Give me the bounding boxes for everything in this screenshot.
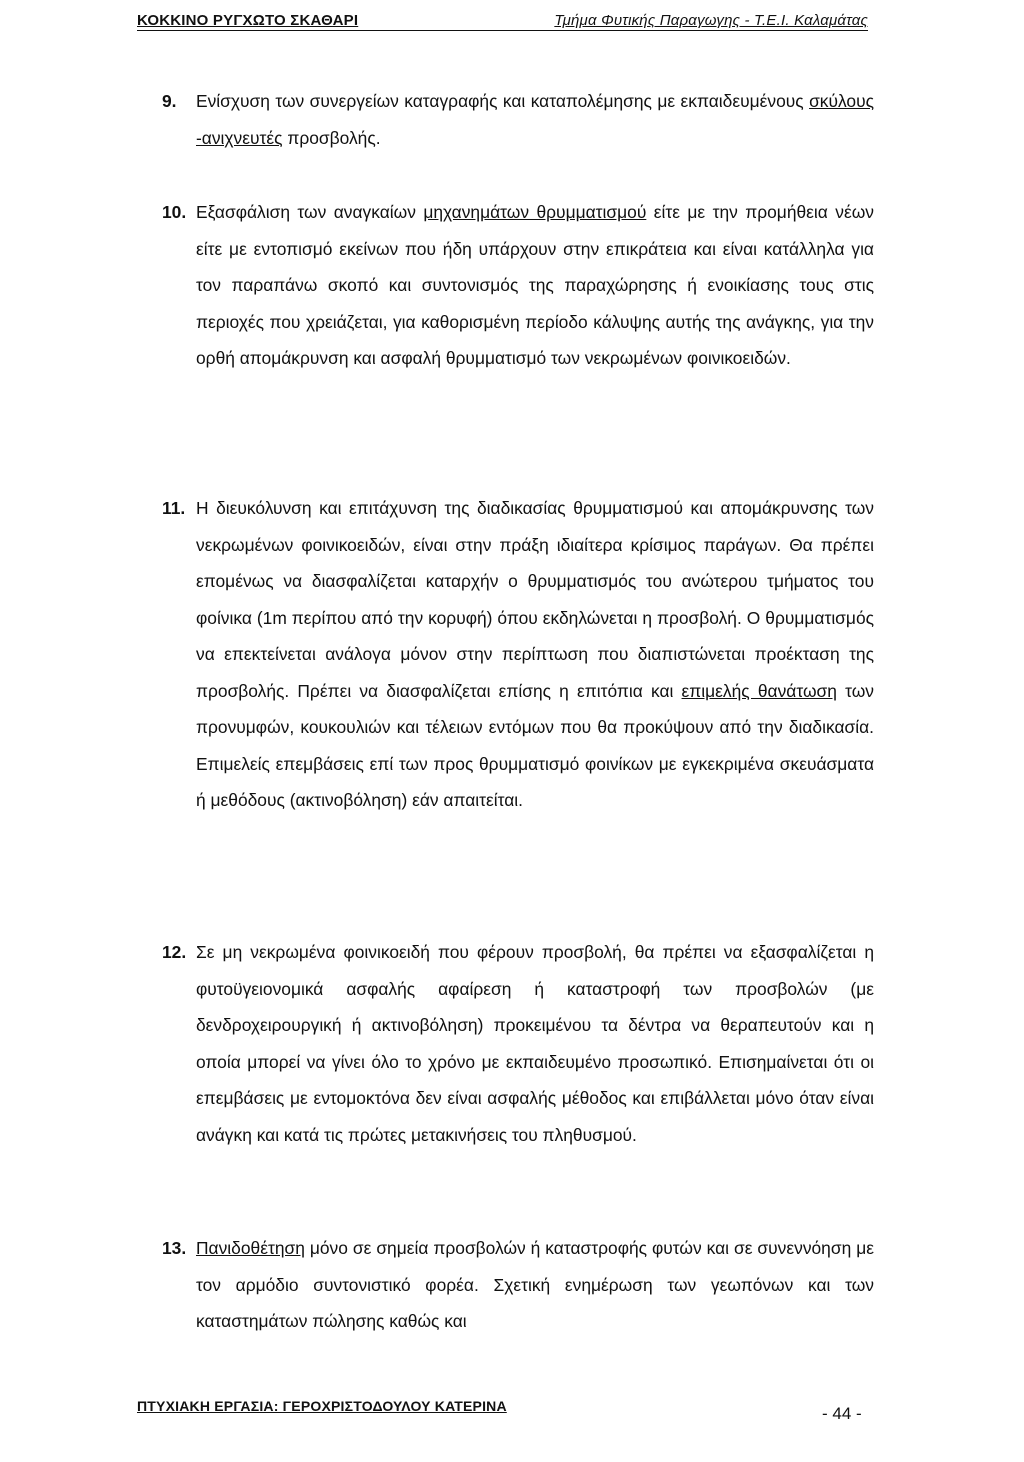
item-number: 12. [162, 942, 187, 962]
footer-thesis-author: ΠΤΥΧΙΑΚΗ ΕΡΓΑΣΙΑ: ΓΕΡΟΧΡΙΣΤΟΔΟΥΛΟΥ ΚΑΤΕΡΙΝΑ [137, 1398, 507, 1414]
item-number: 10. [162, 202, 187, 222]
list-item-11 [162, 490, 874, 819]
list-item-9 [162, 83, 874, 156]
underlined-term: Πανιδοθέτηση [196, 1238, 305, 1258]
header-department: Τμήμα Φυτικής Παραγωγης - Τ.Ε.Ι. Καλαμάτας [554, 12, 868, 29]
item-text: Πανιδοθέτηση μόνο σε σημεία προσβολών ή καταστροφής φυτών και σε συνεννόηση με τον αρμόδιο συντονιστικό φορέα. Σχετική ενημέρωση των γεωπόνων και των καταστημάτων πώλησης καθώς και [196, 1238, 874, 1331]
underlined-term: επιμελής θανάτωση [681, 680, 837, 701]
item-text: Σε μη νεκρωμένα φοινικοειδή που φέρουν προσβολή, θα πρέπει να εξασφαλίζεται η φυτοϋγειονομικά ασφαλής αφαίρεση ή καταστροφή των προσβολών (με δενδροχειρουργική ή ακτινοβόληση) προκειμένου τα δέντρα να θεραπευτούν και η οποία μπορεί να γίνει όλο το χρόνο με εκπαιδευμένο προσωπικό. Επισημαίνεται ότι οι επεμβάσεις με εντομοκτόνα δεν είναι ασφαλής μέθοδος και επιβάλλεται μόνο όταν είναι ανάγκη και κατά τις πρώτες μετακινήσεις του πληθυσμού. [196, 942, 874, 1145]
item-number: 13. [162, 1238, 187, 1258]
page-number: - 44 - [822, 1404, 862, 1423]
list-item-10 [162, 194, 874, 377]
list-item-13 [162, 1230, 874, 1340]
item-number: 11. [162, 498, 186, 518]
page-header [137, 8, 868, 31]
item-number: 9. [162, 91, 177, 111]
item-text: Η διευκόλυνση και επιτάχυνση της διαδικασίας θρυμματισμού και απομάκρυνσης των νεκρωμένων φοινικοειδών, είναι στην πράξη ιδιαίτερα κρίσιμος παράγων. Θα πρέπει επομένως να διασφαλίζεται καταρχήν ο θρυμματισμός του ανώτερου τμήματος του φοίνικα (1m περίπου από την κορυφή) όπου εκδηλώνεται η προσβολή. Ο θρυμματισμός να επεκτείνεται ανάλογα μόνον στην περίπτωση που διαπιστώνεται προέκταση της προσβολής. Πρέπει να διασφαλίζεται επίσης η επιτόπια και επιμελής θανάτωση των προνυμφών, κουκουλιών και τέλειων εντόμων που θα προκύψουν από την διαδικασία. Επιμελείς επεμβάσεις επί των προς θρυμματισμό φοινίκων με εγκεκριμένα σκευάσματα ή μεθόδους (ακτινοβόληση) εάν απαιτείται. [196, 498, 874, 810]
item-text: Εξασφάλιση των αναγκαίων μηχανημάτων θρυμματισμού είτε με την προμήθεια νέων είτε με εντοπισμό εκείνων που ήδη υπάρχουν στην επικράτεια και είναι κατάλληλα για τον παραπάνω σκοπό και συντονισμός της παραχώρησης ή ενοικίασης τους στις περιοχές που χρειάζεται, για καθορισμένη περίοδο κάλυψης αυτής της ανάγκης, για την ορθή απομάκρυνση και ασφαλή θρυμματισμό των νεκρωμένων φοινικοειδών. [196, 202, 874, 368]
underlined-term: σκύλους -ανιχνευτές [196, 91, 874, 148]
header-document-title: ΚΟΚΚΙΝΟ ΡΥΓΧΩΤΟ ΣΚΑΘΑΡΙ [137, 12, 359, 29]
underlined-term: μηχανημάτων θρυμματισμού [423, 202, 647, 222]
list-item-12 [162, 934, 874, 1153]
item-text: Ενίσχυση των συνεργείων καταγραφής και καταπολέμησης με εκπαιδευμένους σκύλους -ανιχνευτές προσβολής. [196, 91, 874, 148]
